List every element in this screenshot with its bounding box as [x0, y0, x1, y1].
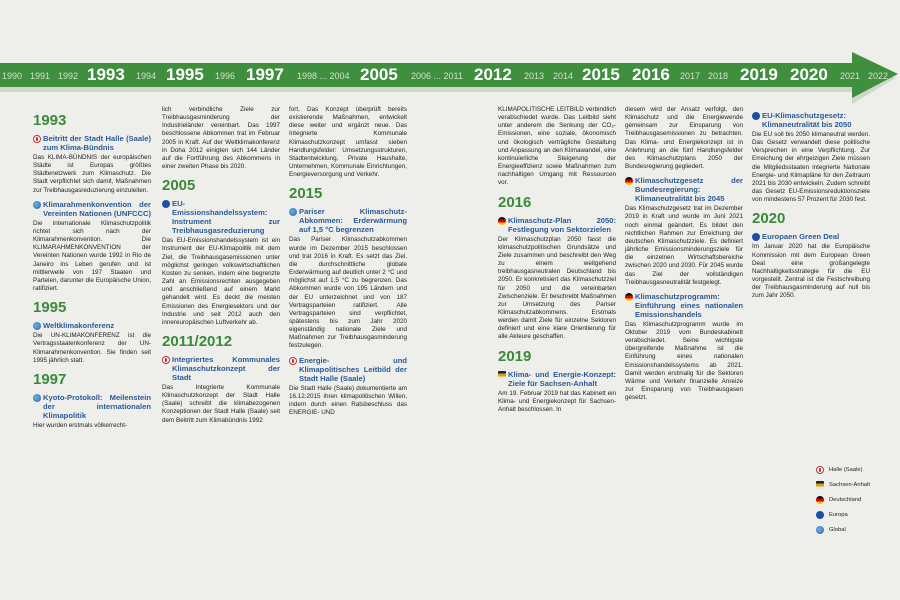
event-heading [289, 207, 407, 234]
event-heading-text: Kyoto-Protokoll: Meilenstein der internationalen Klimapolitik [43, 392, 151, 420]
timeline-year-2006-2011: 2006 ... 2011 [411, 71, 463, 81]
event-heading-text: Klimaschutzgesetz der Bundesregierung: Klimaneutralität bis 2045 [635, 176, 743, 204]
event-heading [162, 199, 280, 235]
year-heading: 2015 [289, 185, 323, 203]
event-heading-text: Integriertes Kommunales Klimaschutzkonzept der Stadt [172, 354, 280, 382]
legend-item [816, 477, 870, 492]
halle-icon [289, 357, 297, 365]
germany-flag-icon [816, 496, 824, 504]
event-heading [33, 321, 151, 330]
body-text: Am 19. Februar 2019 hat das Kabinett ein Klima- und Energiekonzept für Sachsen-Anhalt beschlossen. In [498, 389, 616, 413]
timeline-year-2018: 2018 [708, 71, 729, 81]
globe-icon [816, 526, 824, 534]
timeline-year-2005: 2005 [360, 65, 398, 84]
globe-icon [33, 322, 41, 330]
globe-icon [33, 201, 41, 209]
germany-flag-icon [625, 293, 633, 301]
body-text: Im Januar 2020 hat die Europäische Kommission mit dem European Green Deal eine großangelegte Nachhaltigkeitsstrategie für die EU vorgestellt. Zentral ist die Festschreibung der Treibhausgasminderung auf null bis zum Jahr 2050. [752, 243, 870, 300]
legend-label: Sachsen-Anhalt [829, 481, 870, 488]
germany-flag-icon [498, 217, 506, 225]
body-text: Die EU soll bis 2050 klimaneutral werden. Das Gesetz verwandelt diese politische Versprechen in eine Verpflichtung. Zur Erreichung der ehrgeizigen Ziele müssen die Mitgliedsstaaten integrierte Nationale Energie- und Klimapläne für den Zeitraum 2021 bis 2030 entwickeln. Zudem schreibt das Gesetz EU-Emissionsreduktionsziele von mindestens 57 Prozent für 2030 fest. [752, 131, 870, 204]
europe-icon [752, 112, 760, 120]
halle-icon [816, 466, 824, 474]
halle-icon [33, 135, 41, 143]
body-text: Das Pariser Klimaschutzabkommen wurde im Dezember 2015 beschlossen und trat 2016 in Kraft. Es setzt das Ziel, die durchschnittliche globale Erderwärmung auf deutlich unter 2 °C und möglichst auf 1,5 °C zu begrenzen. Das Abkommen wurde von 195 Ländern und der EU unterzeichnet und von 187 Vertragsparteien ratifiziert. Alle Vertragsparteien sind verpflichtet, spätestens bis zum Jahr 2020 eigenständig nationale Ziele und Maßnahmen zur Treibhausgasminderung festzulegen. [289, 236, 407, 350]
europe-icon [162, 200, 170, 208]
year-heading: 2011/2012 [162, 332, 233, 350]
halle-icon [162, 356, 170, 364]
timeline-year-1998-2004: 1998 ... 2004 [297, 71, 350, 81]
event-heading-text: Energie- und Klimapolitisches Leitbild der Stadt Halle (Saale) [299, 355, 407, 383]
event-heading [162, 355, 280, 382]
body-text: lich verbindliche Ziele zur Treibhausgasminderung der Industrieländer vereinbart. Das 1997 beschlossene Abkommen trat im Februar 2005 in Kraft. Auf der Weltklimakonferenz in Doha 2012 einigten sich 144 Länder auf die Fortführung des Abkommens in einer zweiten Phase bis 2020. [162, 106, 280, 171]
body-text: Die UN-KLIMAKONFERENZ ist die Vertragsstaatenkonferenz der UN-Klimarahmenkonvention. Sie finden seit 1995 jährlich statt. [33, 332, 151, 364]
timeline-year-1992: 1992 [58, 71, 79, 81]
column-2 [162, 106, 280, 425]
timeline-years [0, 63, 900, 89]
body-text: KLIMAPOLITISCHE LEITBILD verbindlich verabschiedet wurde. Das Leitbild sieht unter anderem die Senkung der CO₂-Emissionen, eine soziale, ökonomisch und ökologisch verträgliche Gestaltung und Anpassung an den Klimawandel, eine kontinuierliche Steigerung der Energieeffizienz sowie Maßnahmen zum nachhaltigen Umgang mit Ressourcen vor. [498, 106, 616, 187]
event-heading [498, 216, 616, 234]
column-4 [498, 106, 616, 414]
sachsen-anhalt-icon [498, 371, 506, 379]
event-heading [752, 111, 870, 129]
body-text: Das KLIMA-BÜNDNIS der europäischen Städte ist Europas größtes Städtenetzwerk zum Klimaschutz. Die Stadt verpflichtet sich damit, Maßnahmen zur Treibhausgasreduzierung einzuleiten. [33, 154, 151, 194]
body-text: Die Stadt Halle (Saale) dokumentierte am 16.12.2015 ihren klimapolitischen Willen, indem durch einen Ratsbeschluss das ENERGIE- UND [289, 384, 407, 417]
timeline-year-2013: 2013 [524, 71, 545, 81]
event-heading [33, 134, 151, 152]
legend-label: Deutschland [829, 496, 862, 503]
column-6 [752, 106, 870, 301]
germany-flag-icon [625, 177, 633, 185]
event-heading-text: Europaen Green Deal [762, 232, 840, 242]
event-heading-text: Beitritt der Stadt Halle (Saale) zum Klima-Bündnis [43, 134, 151, 152]
europe-icon [816, 511, 824, 519]
timeline-year-2015: 2015 [582, 65, 620, 84]
year-heading: 1993 [33, 112, 67, 129]
event-heading [752, 232, 870, 241]
body-text: Das Integrierte Kommunale Klimaschutzkonzept der Stadt Halle (Saale) schreibt die klimabezogenen Konzeptionen der Stadt Halle (Saale) seit dem Beitritt zum Klimabündnis 1992 [162, 383, 280, 424]
event-heading [498, 370, 616, 388]
timeline-year-1994: 1994 [136, 71, 157, 81]
timeline-year-2019: 2019 [740, 65, 778, 84]
year-heading: 1997 [33, 370, 67, 388]
body-text: Der Klimaschutzplan 2050 fasst die klimaschutzpolitischen Grundsätze und Ziele zusammen und beschreibt den Weg zu einem weitgehend treibhausgasneutralen Deutschland bis 2050. Er konkretisiert das Klimaschutzziel für 2050 und die vereinbarten Zwischenziele. Er beschreibt Maßnahmen zur Umsetzung des Pariser Klimaschutzabkommens. Erstmals werden damit Ziele für einzelne Sektoren definiert und eine klare Orientierung für alle Akteure geschaffen. [498, 235, 616, 341]
event-heading [625, 292, 743, 319]
timeline-year-1990: 1990 [2, 71, 23, 81]
event-heading [33, 200, 151, 218]
timeline-year-2016: 2016 [632, 65, 670, 84]
year-heading: 2019 [498, 347, 532, 365]
year-heading: 2016 [498, 193, 532, 211]
event-heading-text: Klimarahmenkonvention der Vereinten Nationen (UNFCCC) [43, 199, 152, 218]
globe-icon [33, 394, 41, 402]
timeline-year-1996: 1996 [215, 71, 236, 81]
timeline-year-1995: 1995 [166, 65, 204, 84]
event-heading-text: Pariser Klimaschutz-Abkommen: Erderwärmung auf 1,5 °C begrenzen [299, 207, 407, 235]
legend-item [816, 462, 870, 477]
timeline-year-1991: 1991 [30, 71, 51, 81]
legend-item [816, 492, 870, 507]
timeline-year-2020: 2020 [790, 65, 828, 84]
body-text: diesem wird der Ansatz verfolgt, den Klimaschutz und die Energiewende gemeinsam zur Einsparung von Treibhausgasemissionen zu betrachten. Das Klima- und Energiekonzept ist in Anlehnung an die fünf Handlungsfelder des Klimaschutzplans 2050 der Bundesregierung gegliedert. [625, 106, 743, 171]
column-3 [289, 106, 407, 417]
timeline-year-1997: 1997 [246, 65, 284, 84]
timeline-year-2014: 2014 [553, 71, 574, 81]
event-heading [625, 176, 743, 203]
body-text: Das EU-Emissionshandelssystem ist ein Instrument der EU-Klimapolitik mit dem Ziel, die Treibhausgasemissionen unter möglichst geringen volkswirtschaftlichen Kosten zu senken, indem eine begrenzte Zahl an Emissionsrechten ausgegeben und anschließend auf einem Markt gehandelt wird. Es deckt die meisten Emissionen des Energiesektors und der Industrie und seit 2012 auch den innereuropäischen Luftverkehr ab. [162, 237, 280, 326]
event-heading-text: Weltklimakonferenz [43, 321, 115, 331]
globe-icon [289, 208, 297, 216]
body-text: Die internationale Klimaschutzpolitik richtet sich nach der Klimarahmenkonvention. Die KLIMARAHMENKONVENTION der Vereinten Nationen wurde 1992 in Rio de Janeiro ins Leben gerufen und ist mittlerweile von 197 Staaten und Parteien, darunter die Europäische Union, ratifiziert. [33, 219, 151, 293]
legend-label: Halle (Saale) [829, 466, 863, 473]
column-1 [33, 106, 151, 430]
timeline-year-2022: 2022 [868, 71, 889, 81]
legend-item [816, 522, 870, 537]
body-text: fort. Das Konzept überprüft bereits existierende Maßnahmen, entwickelt diese weiter und ergänzt neue. Das Integrierte Kommunale Klimaschutzkonzept umfasst sieben Handlungsfelder: Umsetzungsstrukturen, Stadtentwicklung, Private Haushalte, Unternehmen, Kommunale Einrichtungen, Energieversorgung und Verkehr. [289, 106, 407, 179]
legend-label: Global [829, 526, 846, 533]
event-heading [33, 393, 151, 420]
event-heading-text: EU-Klimaschutzgesetz: Klimaneutralität bis 2050 [762, 111, 852, 129]
event-heading [289, 356, 407, 383]
event-heading-text: Klima- und Energie-Konzept: Ziele für Sachsen-Anhalt [508, 369, 616, 388]
column-5 [625, 106, 743, 402]
timeline-year-2021: 2021 [840, 71, 861, 81]
europe-icon [752, 233, 760, 241]
body-text: Hier wurden erstmals völkerrecht- [33, 421, 128, 429]
sachsen-anhalt-icon [816, 481, 824, 489]
timeline-year-1993: 1993 [87, 65, 125, 84]
legend [816, 462, 870, 537]
year-heading: 2020 [752, 210, 786, 228]
legend-label: Europa [829, 511, 848, 518]
year-heading: 2005 [162, 177, 196, 195]
legend-item [816, 507, 870, 522]
year-heading: 1995 [33, 299, 67, 317]
timeline-year-2012: 2012 [474, 65, 512, 84]
event-heading-text: Klimaschutzprogramm: Einführung eines nationalen Emissionshandels [635, 291, 743, 319]
timeline-year-2017: 2017 [680, 71, 701, 81]
body-text: Das Klimaschutzprogramm wurde im Oktober 2019 vom Bundeskabinett verabschiedet. Seine wichtigste übergreifende Maßnahme ist die Einführung eines nationalen Emissionshandelssystems ab 2021. Damit werden erstmalig für die Sektoren Wärme und Verkehr finanzielle Anreize zur Einsparung von Treibhausgasen gesetzt. [625, 320, 743, 402]
event-heading-text: Klimaschutz-Plan 2050: Festlegung von Sektorzielen [508, 215, 616, 234]
event-heading-text: EU-Emissionshandelssystem: Instrument zur Treibhausgasreduzierung [172, 199, 280, 236]
body-text: Das Klimaschutzgesetz trat im Dezember 2019 in Kraft und wurde im Juni 2021 noch einmal geändert. Es bildet den rechtlichen Rahmen zur Erreichung der deutschen Klimaschutzziele. Es definiert jährliche Emissionsminderungsziele für die einzelnen Wirtschaftsbereiche zwischen 2020 und 2030. Für 2045 wurde das Ziel der vollständigen Treibhausgasneutralität festgelegt. [625, 205, 743, 286]
